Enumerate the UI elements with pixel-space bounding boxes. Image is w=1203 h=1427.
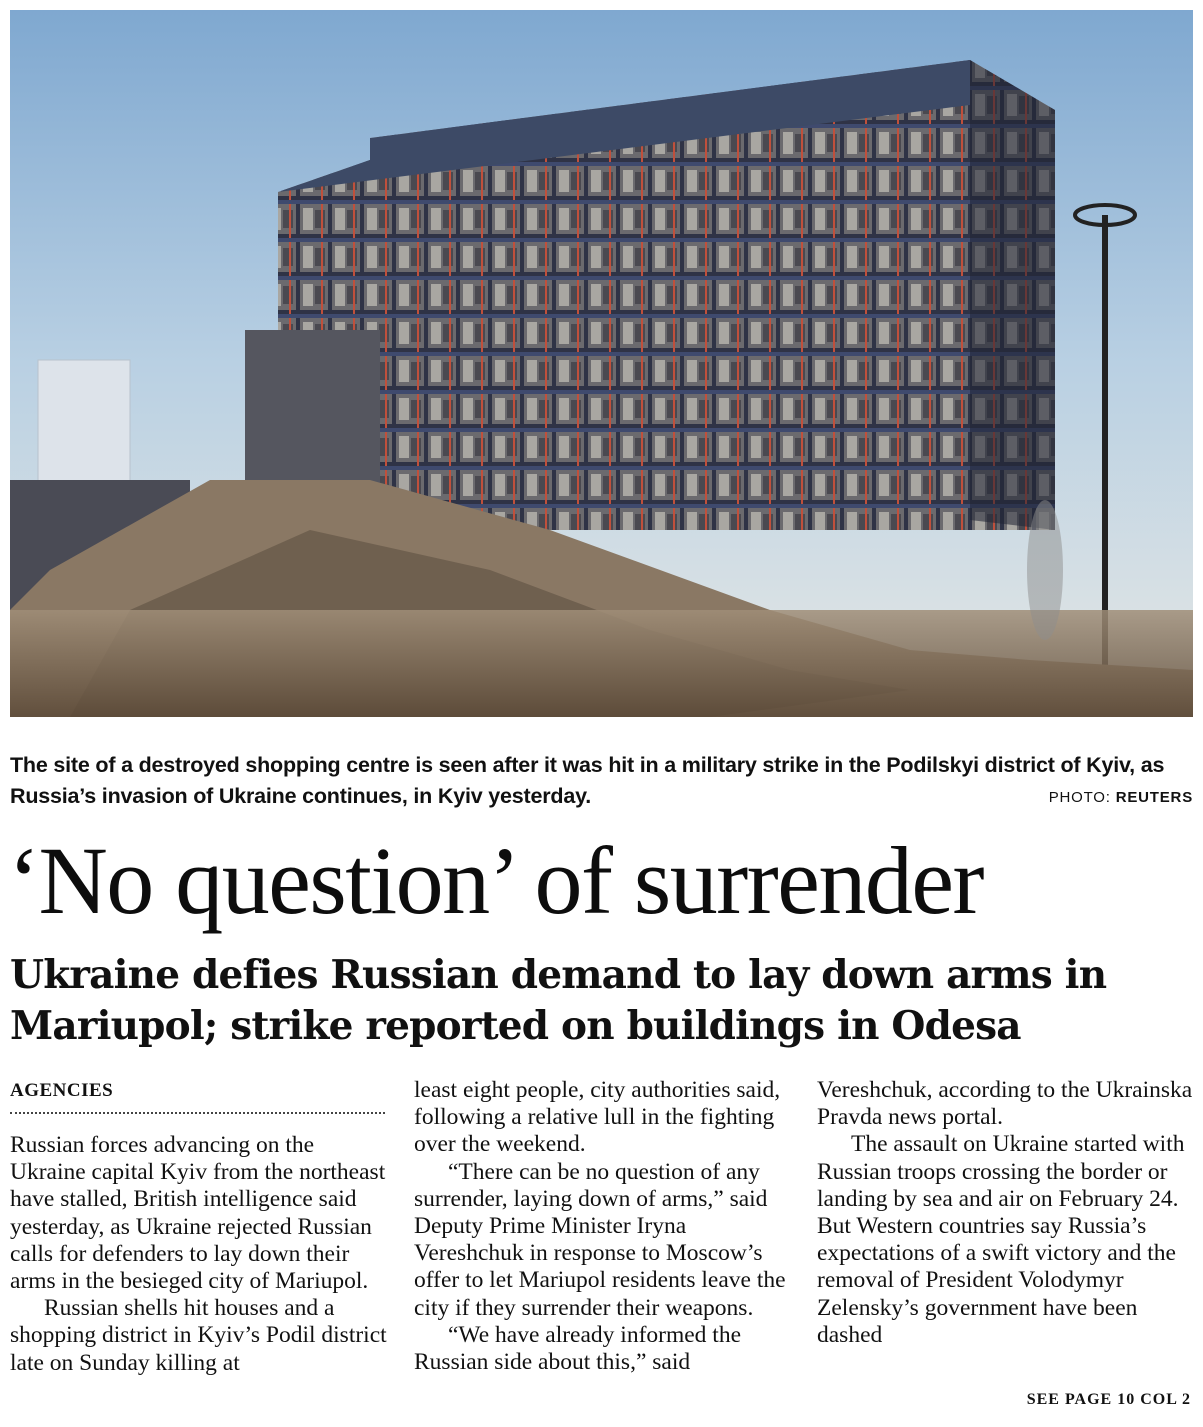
- paragraph: “We have already informed the Russian side about this,” said: [414, 1321, 742, 1376]
- photo-credit: [1049, 789, 1193, 806]
- photo-caption: The site of a destroyed shopping centre is seen after it was hit in a military strike in the Podilskyi district of Kyiv, as Russia’s invasion of Ukraine continues, in Kyiv yesterday.: [10, 753, 1165, 808]
- article-column-3: [817, 1077, 1195, 1349]
- paragraph: Russian forces advancing on the Ukraine capital Kyiv from the northeast have stalled, British intelligence said yesterday, as Ukraine rejected Russian calls for defenders to lay down their arms in the besieged city of Mariupol.: [10, 1132, 386, 1295]
- article-column-1: [10, 1132, 388, 1377]
- paragraph: Vereshchuk, according to the Ukrainska Pravda news portal.: [817, 1077, 1193, 1131]
- subheadline: Ukraine defies Russian demand to lay down arms in Mariupol; strike reported on buildings in Odesa: [10, 952, 1107, 1049]
- photo-credit-label: PHOTO:: [1048, 789, 1111, 806]
- paragraph: Russian shells hit houses and a shopping district in Kyiv’s Podil district late on Sunday killing at: [10, 1295, 387, 1376]
- photo-credit-source: REUTERS: [1115, 789, 1193, 806]
- byline: AGENCIES: [10, 1080, 385, 1114]
- paragraph: least eight people, city authorities said, following a relative lull in the fighting over the weekend.: [414, 1077, 781, 1158]
- paragraph: “There can be no question of any surrender, laying down of arms,” said Deputy Prime Minister Iryna Vereshchuk in response to Moscow’s offer to let Mariupol residents leave the city if they surrender their weapons.: [414, 1158, 786, 1321]
- continued-on-page: SEE PAGE 10 COL 2: [1026, 1391, 1191, 1408]
- news-photo: [10, 10, 1193, 717]
- headline: ‘No question’ of surrender: [8, 827, 983, 934]
- paragraph: The assault on Ukraine started with Russian troops crossing the border or landing by sea and air on February 24. But Western countries say Russia’s expectations of a swift victory and the removal of President Volodymyr Zelensky’s government have been dashed: [817, 1131, 1185, 1348]
- article-column-2: [414, 1077, 792, 1376]
- destroyed-shopping-centre-illustration: [10, 10, 1193, 717]
